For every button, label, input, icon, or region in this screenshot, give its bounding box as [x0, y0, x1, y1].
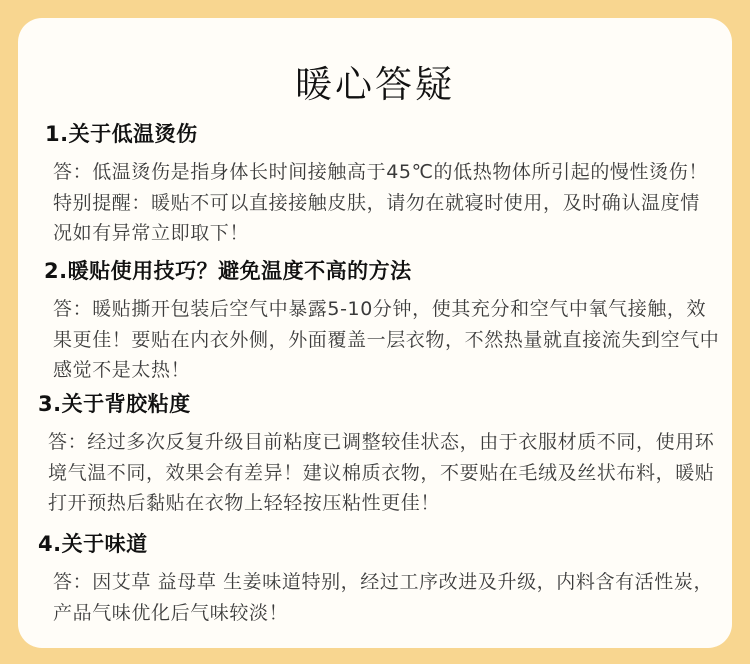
- faq-section-adhesive: [18, 388, 732, 519]
- faq-answer: 答：因艾草 益母草 生姜味道特别，经过工序改进及升级，内料含有活性炭，产品气味优化后气味较淡！: [53, 571, 714, 624]
- faq-question: 3.关于背胶粘度: [38, 392, 191, 416]
- faq-question: 4.关于味道: [38, 532, 148, 556]
- faq-section-usage-tips: [18, 255, 732, 386]
- page-title: 暖心答疑: [295, 63, 455, 106]
- faq-section-low-temp-burn: [18, 118, 732, 249]
- faq-section-smell: [18, 528, 732, 628]
- faq-card: [18, 18, 732, 648]
- faq-answer: 答：经过多次反复升级目前粘度已调整较佳状态，由于衣服材质不同，使用环境气温不同，效果会有差异！建议棉质衣物，不要贴在毛绒及丝状布料，暖贴打开预热后黏贴在衣物上轻轻按压粘性更佳！: [48, 431, 715, 514]
- faq-question: 1.关于低温烫伤: [45, 122, 198, 146]
- faq-question: 2.暖贴使用技巧？避免温度不高的方法: [44, 259, 412, 283]
- faq-answer: 答：低温烫伤是指身体长时间接触高于45℃的低热物体所引起的慢性烫伤！特别提醒：暖贴不可以直接接触皮肤，请勿在就寝时使用，及时确认温度情况如有异常立即取下！: [53, 161, 708, 244]
- faq-answer: 答：暖贴撕开包装后空气中暴露5-10分钟，使其充分和空气中氧气接触，效果更佳！要贴在内衣外侧，外面覆盖一层衣物，不然热量就直接流失到空气中感觉不是太热！: [53, 298, 720, 381]
